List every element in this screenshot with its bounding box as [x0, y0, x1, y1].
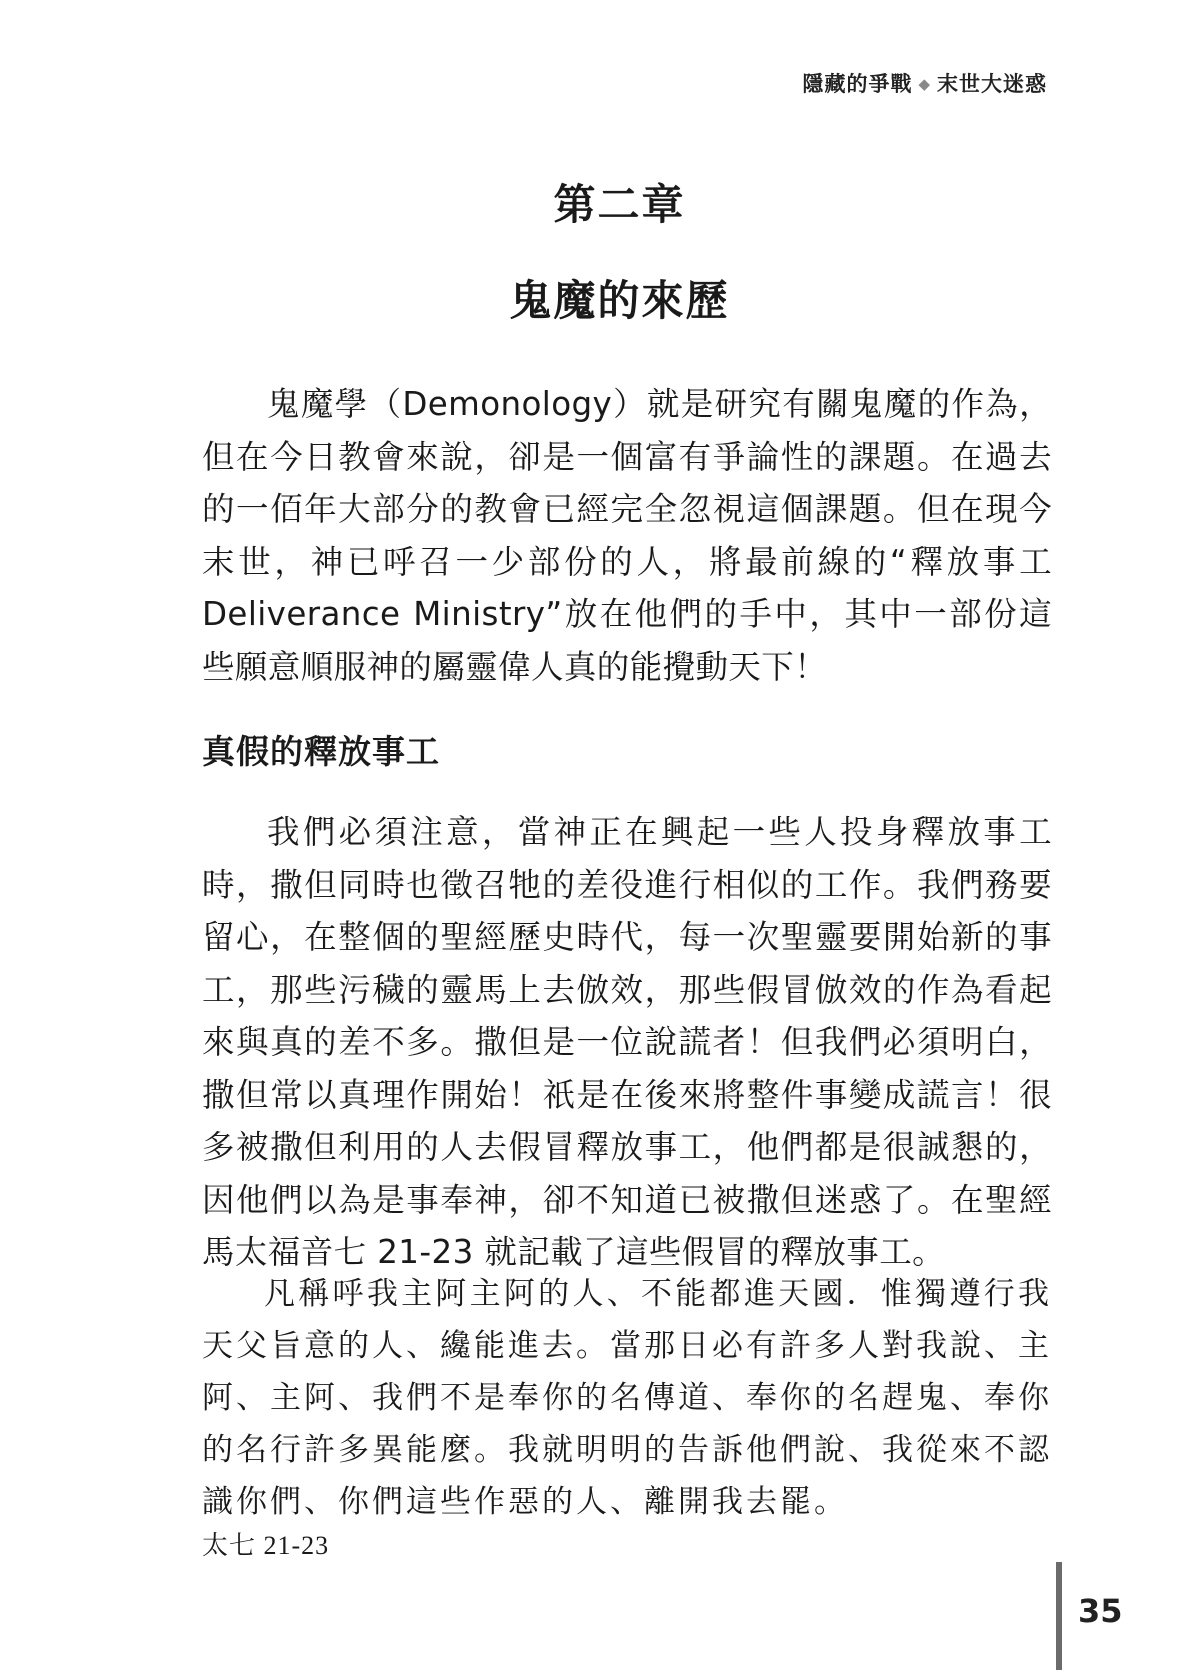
chapter-number: 第二章: [553, 180, 686, 229]
section-heading: 真假的釋放事工: [202, 732, 440, 771]
chapter-title: 鬼魔的來歷: [509, 276, 730, 325]
book-subtitle: 末世大迷惑: [937, 72, 1047, 96]
page-number-rule: [1056, 1562, 1062, 1670]
diamond-separator-icon: ◆: [918, 75, 931, 93]
book-title: 隱藏的爭戰: [802, 72, 913, 96]
section-paragraph: 我們必須注意，當神正在興起一些人投身釋放事工時，撒但同時也徵召牠的差役進行相似的工作。我們務要留心，在整個的聖經歷史時代，每一次聖靈要開始新的事工，那些污穢的靈馬上去倣效，那些假冒倣效的作為看起來與真的差不多。撒但是一位說謊者！但我們必須明白，撒但常以真理作開始！祇是在後來將整件事變成謊言！很多被撒但利用的人去假冒釋放事工，他們都是很誠懇的，因他們以為是事奉神，卻不知道已被撒但迷惑了。在聖經馬太福音七 21-23 就記載了這些假冒的釋放事工。: [202, 813, 1052, 1271]
page-number: 35: [1078, 1592, 1123, 1630]
running-header: [802, 68, 1047, 98]
scripture-quote: 凡稱呼我主阿主阿的人、不能都進天國．惟獨遵行我天父旨意的人、纔能進去。當那日必有許多人對我說、主阿、主阿、我們不是奉你的名傳道、奉你的名趕鬼、奉你的名行許多異能麼。我就明明的告訴他們說、我從來不認識你們、你們這些作惡的人、離開我去罷。: [202, 1276, 1052, 1520]
intro-paragraph: 鬼魔學（Demonology）就是研究有關鬼魔的作為，但在今日教會來說，卻是一個富有爭論性的課題。在過去的一佰年大部分的教會已經完全忽視這個課題。但在現今末世，神已呼召一少部份的人，將最前線的“釋放事工Deliverance Ministry”放在他們的手中，其中一部份這些願意順服神的屬靈偉人真的能攪動天下！: [202, 385, 1052, 686]
scripture-reference: 太七 21-23: [202, 1531, 330, 1560]
